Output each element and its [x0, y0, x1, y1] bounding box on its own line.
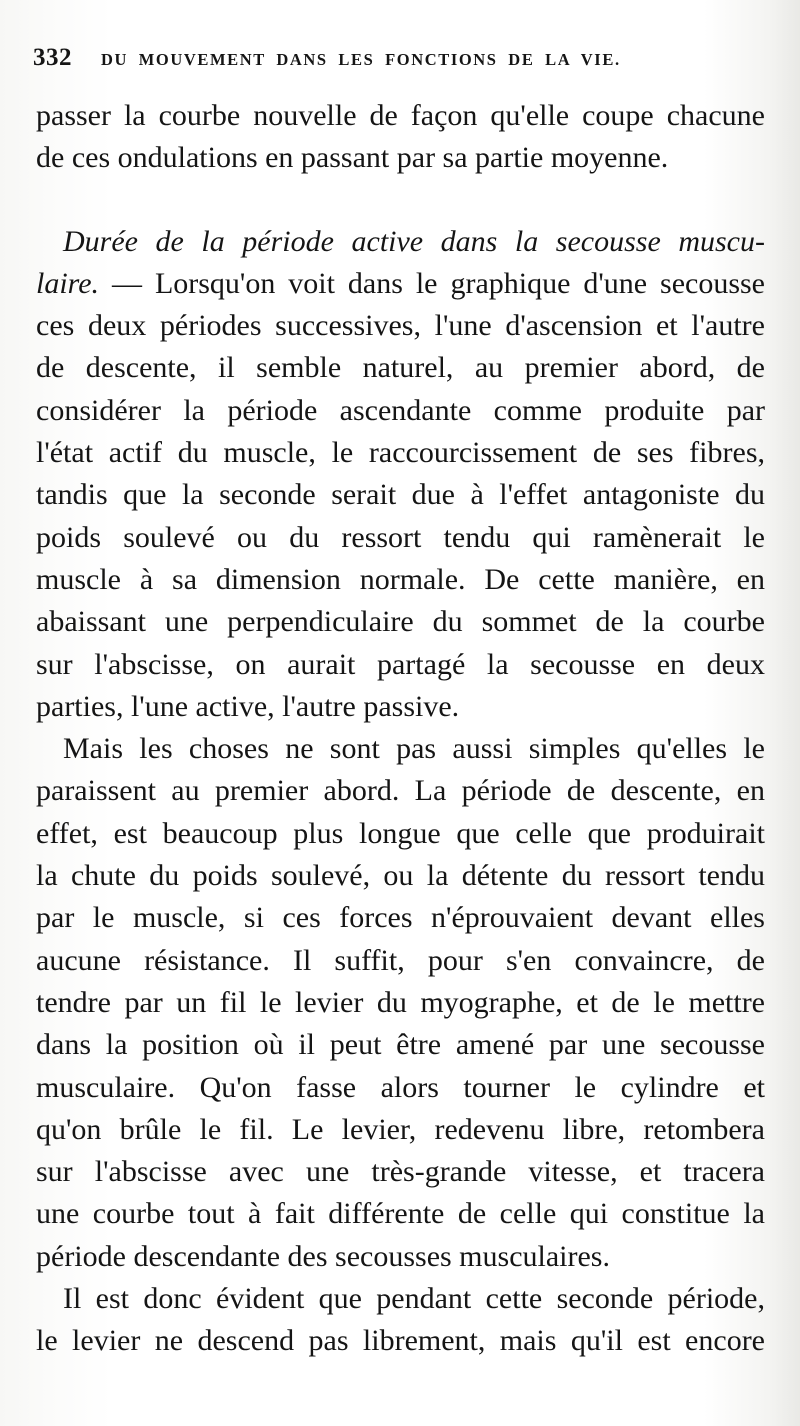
text-line: qu'on brûle le fil. Le levier, redevenu libre, retombera	[36, 1112, 765, 1146]
text-line: passer la courbe nouvelle de façon qu'elle coupe chacune	[36, 99, 765, 132]
section-heading-line	[36, 221, 765, 263]
text-line: considérer la période ascendante comme produite par	[36, 393, 765, 427]
text-line: parties, l'une active, l'autre passive.	[36, 689, 460, 723]
text-line: ces deux périodes successives, l'une d'ascension et l'autre	[36, 309, 765, 343]
text-line: Mais les choses ne sont pas aussi simples qu'elles le	[63, 732, 765, 766]
text-line: le levier ne descend pas librement, mais qu'il est encore	[36, 1324, 765, 1358]
text-line: la chute du poids soulevé, ou la détente du ressort tendu	[36, 859, 765, 893]
text-line: effet, est beaucoup plus longue que celle que produirait	[36, 816, 765, 850]
text-line: une courbe tout à fait différente de celle qui constitue la	[36, 1197, 765, 1231]
text-line: poids soulevé ou du ressort tendu qui ramènerait le	[36, 520, 765, 554]
text-line: Il est donc évident que pendant cette seconde période,	[63, 1282, 765, 1316]
section-heading: Durée de la période active dans la secousse muscu-	[63, 224, 765, 258]
text-line: musculaire. Qu'on fasse alors tourner le cylindre et	[36, 1070, 765, 1104]
text-line: par le muscle, si ces forces n'éprouvaient devant elles	[36, 901, 765, 935]
text-line: sur l'abscisse, on aurait partagé la secousse en deux	[36, 647, 765, 681]
paragraph-continuation	[36, 95, 765, 180]
text-line	[36, 263, 765, 305]
text-line: de ces ondulations en passant par sa partie moyenne.	[36, 141, 669, 175]
text-line: muscle à sa dimension normale. De cette manière, en	[36, 562, 765, 596]
body-text	[36, 95, 765, 1363]
text-line: sur l'abscisse avec une très-grande vitesse, et tracera	[36, 1155, 765, 1189]
paragraph-gap	[36, 180, 765, 221]
text-line: tendre par un fil le levier du myographe, et de le mettre	[36, 985, 765, 1019]
text-line: abaissant une perpendiculaire du sommet de la courbe	[36, 605, 765, 639]
text-line: dans la position où il peut être amené par une secousse	[36, 1028, 765, 1062]
paragraph-duree	[36, 221, 765, 729]
text-line: période descendante des secousses musculaires.	[36, 1239, 610, 1273]
heading-line-rest: — Lorsqu'on voit dans le graphique d'une secousse	[99, 266, 765, 300]
paragraph-il-est	[36, 1278, 765, 1363]
page-header	[33, 44, 693, 78]
text-line: tandis que la seconde serait due à l'effet antagoniste du	[36, 478, 765, 512]
page-number: 332	[33, 44, 72, 71]
text-line: l'état actif du muscle, le raccourcissement de ses fibres,	[36, 436, 765, 470]
section-heading-end: laire.	[36, 266, 100, 300]
text-line: aucune résistance. Il suffit, pour s'en convaincre, de	[36, 943, 765, 977]
paragraph-mais	[36, 728, 765, 1278]
text-line: paraissent au premier abord. La période de descente, en	[36, 774, 765, 808]
text-line: de descente, il semble naturel, au premier abord, de	[36, 351, 765, 385]
running-head: DU MOUVEMENT DANS LES FONCTIONS DE LA VIE.	[101, 50, 621, 69]
